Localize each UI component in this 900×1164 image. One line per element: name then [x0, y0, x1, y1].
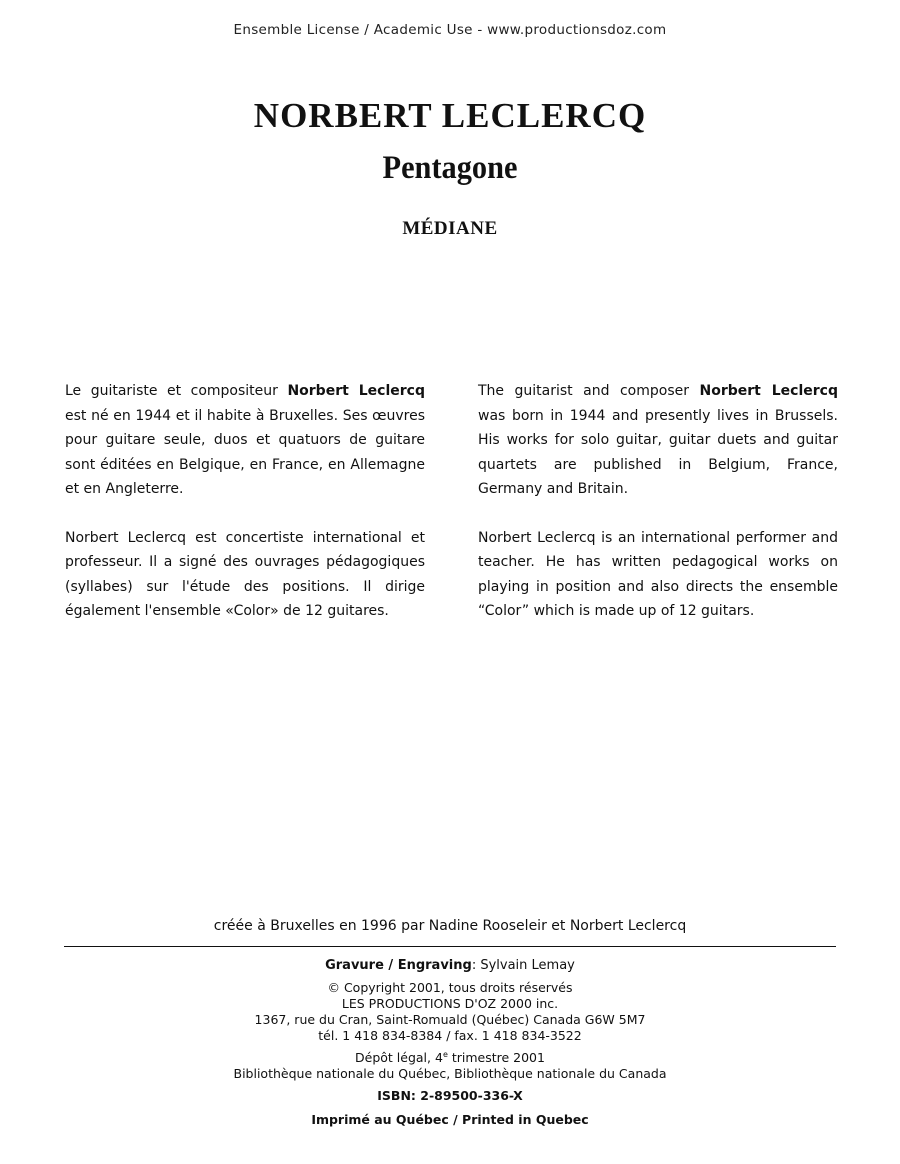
biography-english [478, 379, 838, 648]
biography-french [65, 379, 425, 648]
isbn: ISBN: 2-89500-336-X [377, 1088, 523, 1103]
composer-name-bold: Norbert Leclercq [287, 383, 425, 399]
legal-deposit: Dépôt légal, 4e trimestre 2001 [355, 1049, 545, 1065]
publisher-address: 1367, rue du Cran, Saint-Romuald (Québec) Canada G6W 5M7 [254, 1012, 646, 1027]
bio-en-paragraph-2: Norbert Leclercq is an international performer and teacher. He has written pedagogical works on playing in position and also directs the ensemble “Color” which is made up of 12 guitars. [478, 529, 838, 619]
composer-name: NORBERT LECLERCQ [253, 96, 647, 135]
divider [64, 946, 836, 947]
bio-en-paragraph-1: The guitarist and composer Norbert Leclercq was born in 1944 and presently lives in Brussels. His works for solo guitar, guitar duets and guitar quartets are published in Belgium, France, Germany and Britain. [478, 383, 838, 497]
copyright: © Copyright 2001, tous droits réservés [327, 980, 573, 995]
bio-fr-paragraph-1: Le guitariste et compositeur Norbert Leclercq est né en 1944 et il habite à Bruxelles. Ses œuvres pour guitare seule, duos et quatuors de guitare sont éditées en Belgique, en France, en Allemagne et en Angleterre. [65, 383, 425, 497]
creation-note: créée à Bruxelles en 1996 par Nadine Rooseleir et Norbert Leclercq [213, 918, 687, 934]
engraving-credit: Gravure / Engraving: Sylvain Lemay [325, 958, 575, 973]
license-header: Ensemble License / Academic Use - www.productionsdoz.com [233, 22, 667, 38]
printed-in: Imprimé au Québec / Printed in Quebec [311, 1112, 589, 1127]
publisher-name: LES PRODUCTIONS D'OZ 2000 inc. [341, 996, 559, 1011]
library-deposit: Bibliothèque nationale du Québec, Bibliothèque nationale du Canada [233, 1066, 667, 1081]
bio-fr-paragraph-2: Norbert Leclercq est concertiste international et professeur. Il a signé des ouvrages pédagogiques (syllabes) sur l'étude des positions. Il dirige également l'ensemble «Color» de 12 guitares. [65, 529, 425, 619]
publisher-phone: tél. 1 418 834-8384 / fax. 1 418 834-3522 [318, 1028, 582, 1043]
difficulty-level: MÉDIANE [402, 218, 498, 239]
publisher-footer [0, 958, 900, 1128]
piece-title: Pentagone [382, 150, 518, 186]
composer-name-bold: Norbert Leclercq [699, 383, 838, 399]
